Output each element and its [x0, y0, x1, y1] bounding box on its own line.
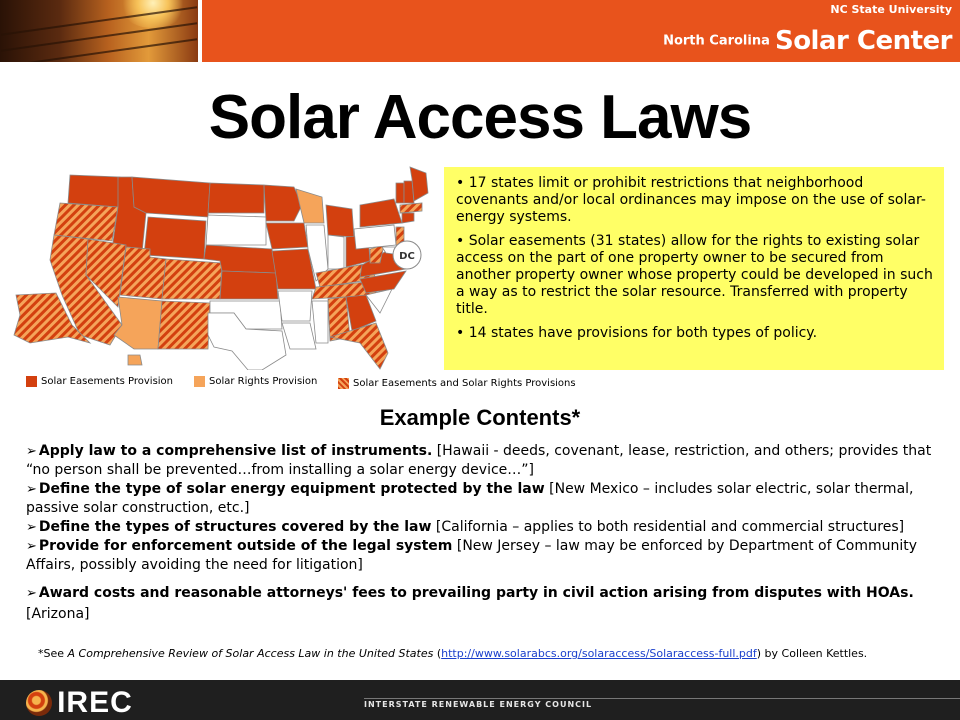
- state-la: [282, 323, 316, 349]
- state-mt: [132, 177, 210, 217]
- org-name: INTERSTATE RENEWABLE ENERGY COUNCIL: [364, 700, 593, 709]
- header-banner: [0, 0, 960, 62]
- irec-logo: IREC: [26, 686, 133, 714]
- info-bullet: • 14 states have provisions for both types of policy.: [456, 325, 818, 341]
- legend-easements: Solar Easements Provision: [26, 376, 173, 388]
- legend-both: Solar Easements and Solar Rights Provisions: [338, 378, 576, 390]
- arrow-bullet-icon: ➢: [26, 444, 37, 459]
- state-wa: [68, 175, 120, 207]
- legend-swatch-both: [338, 378, 349, 389]
- info-box: [444, 167, 944, 370]
- arrow-bullet-icon: ➢: [26, 520, 37, 535]
- info-bullet: • 17 states limit or prohibit restrictions that neighborhood covenants and/or local ordinances may impose on the use of solar-energy systems.: [456, 175, 926, 225]
- example-list: [26, 442, 946, 625]
- us-solar-law-map: [10, 165, 430, 370]
- state-co: [162, 259, 222, 299]
- list-item: ➢ Award costs and reasonable attorneys' fees to prevailing party in civil action arising from disputes with HOAs. [Arizona]: [26, 585, 914, 622]
- solar-panel-photo: [0, 0, 198, 62]
- state-in: [328, 235, 344, 269]
- center-prefix: North Carolina: [663, 33, 770, 49]
- state-sd: [206, 215, 266, 245]
- state-ar: [278, 291, 312, 321]
- dc-label: DC: [399, 251, 415, 262]
- state-or: [54, 203, 118, 241]
- state-ms: [312, 301, 328, 343]
- state-pa: [354, 225, 396, 249]
- state-ct: [402, 213, 414, 223]
- state-nd: [208, 183, 264, 213]
- footnote-work-title: A Comprehensive Review of Solar Access Law in the United States: [67, 647, 434, 660]
- state-az: [114, 297, 162, 349]
- example-contents-heading: Example Contents*: [379, 405, 581, 430]
- state-ia: [266, 223, 308, 249]
- legend-swatch-rights: [194, 376, 205, 387]
- list-item: ➢ Define the type of solar energy equipment protected by the law [New Mexico – includes solar electric, solar thermal, passive solar construction, etc.]: [26, 481, 914, 516]
- list-item: ➢ Apply law to a comprehensive list of instruments. [Hawaii - deeds, covenant, lease, restriction, and others; provides that “no person shall be prevented…from installing a solar energy device…”]: [26, 443, 932, 478]
- legend-rights: Solar Rights Provision: [194, 376, 317, 388]
- legend-swatch-easements: [26, 376, 37, 387]
- page-title: Solar Access Laws: [208, 83, 752, 152]
- footer-bar: [0, 680, 960, 720]
- footnote: *See A Comprehensive Review of Solar Access Law in the United States (http://www.solarabcs.org/solaraccess/Solaraccess-full.pdf) by Colleen Kettles.: [38, 647, 868, 660]
- state-mi: [326, 205, 354, 237]
- state-wy: [144, 217, 206, 259]
- arrow-bullet-icon: ➢: [26, 586, 37, 601]
- irec-swirl-icon: [26, 690, 52, 716]
- list-item: ➢ Define the types of structures covered by the law [California – applies to both residential and commercial structures]: [26, 519, 905, 535]
- source-link[interactable]: http://www.solarabcs.org/solaraccess/Solaraccess-full.pdf: [441, 647, 757, 660]
- solar-center-logo: [663, 26, 952, 56]
- state-nm: [158, 301, 210, 349]
- info-bullet: • Solar easements (31 states) allow for the rights to existing solar access on the part of one property owner to be secured from another property owner whose property could be developed in such a way as to restrict the solar resource. Transferred with property title.: [456, 233, 933, 317]
- state-ks: [220, 271, 278, 299]
- state-wi: [296, 189, 324, 223]
- center-name: Solar Center: [774, 26, 952, 56]
- state-ma: [400, 203, 422, 213]
- list-item: ➢ Provide for enforcement outside of the legal system [New Jersey – law may be enforced by Department of Community Affairs, possibly avoiding the need for litigation]: [26, 538, 918, 573]
- arrow-bullet-icon: ➢: [26, 482, 37, 497]
- arrow-bullet-icon: ➢: [26, 539, 37, 554]
- state-hi: [128, 355, 142, 365]
- university-label: NC State University: [830, 3, 952, 16]
- state-vt: [396, 183, 404, 203]
